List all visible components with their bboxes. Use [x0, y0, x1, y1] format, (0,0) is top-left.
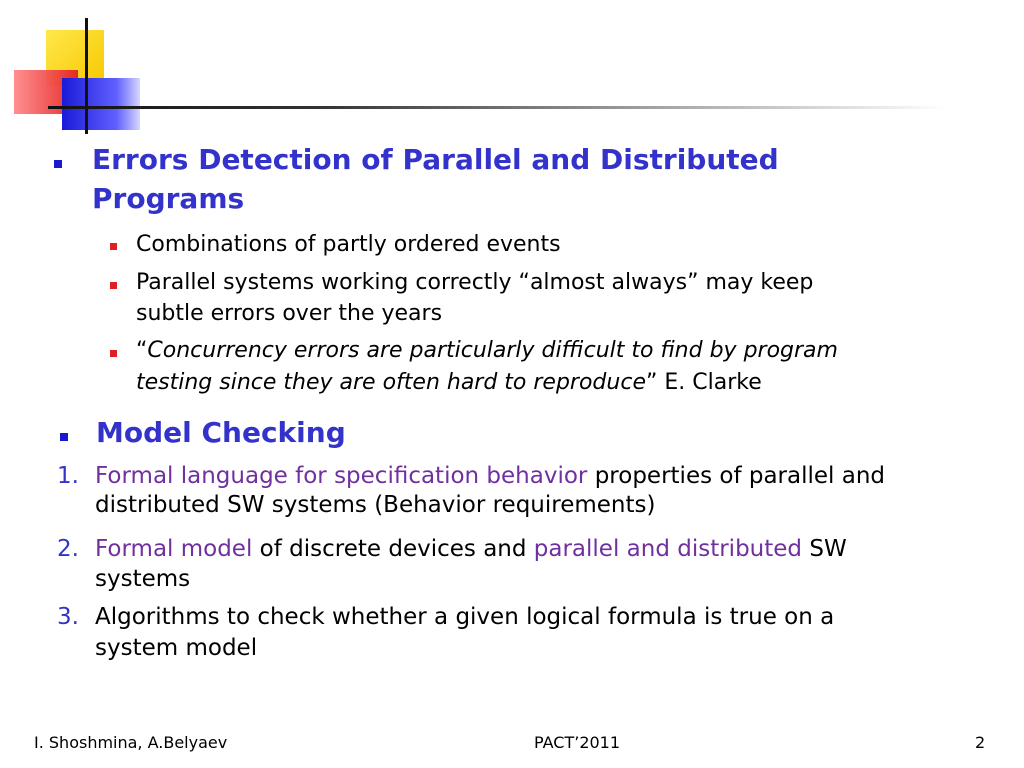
heading-errors-line1: Errors Detection of Parallel and Distributed	[92, 143, 779, 176]
bullet-square-icon	[110, 350, 117, 357]
sub-bullet-3-line2: testing since they are often hard to reproduce” E. Clarke	[136, 370, 762, 395]
decor-vertical-line	[85, 18, 88, 134]
sub-bullet-2-line2: subtle errors over the years	[136, 301, 443, 326]
sub-bullet-1: Combinations of partly ordered events	[136, 232, 561, 257]
bullet-square-icon	[54, 160, 62, 168]
footer-authors: I. Shoshmina, A.Belyaev	[34, 733, 228, 752]
numbered-item-3-line2: system model	[95, 635, 258, 661]
footer-conference: PACT’2011	[534, 733, 621, 752]
heading-model-checking: Model Checking	[96, 416, 346, 449]
numbered-item-2-line2: systems	[95, 566, 191, 592]
title-divider-line	[48, 106, 948, 109]
heading-errors-line2: Programs	[92, 182, 245, 215]
sub-bullet-2-line1: Parallel systems working correctly “almost always” may keep	[136, 270, 814, 295]
bullet-square-icon	[60, 433, 68, 441]
numbered-item-1-line1: Formal language for specification behavior properties of parallel and	[95, 463, 886, 489]
numbered-item-1-line2: distributed SW systems (Behavior requirements)	[95, 492, 656, 518]
footer-page-number: 2	[975, 733, 986, 752]
decor-blue-square	[62, 78, 140, 130]
numbered-item-3-line1: Algorithms to check whether a given logical formula is true on a	[95, 604, 835, 630]
bullet-square-icon	[110, 282, 117, 289]
bullet-square-icon	[110, 243, 117, 250]
sub-bullet-3-line1: “Concurrency errors are particularly difficult to find by program	[136, 338, 838, 363]
item-number: 2.	[57, 536, 79, 562]
item-number: 1.	[57, 463, 79, 489]
item-number: 3.	[57, 604, 79, 630]
numbered-item-2-line1: Formal model of discrete devices and parallel and distributed SW	[95, 536, 847, 562]
